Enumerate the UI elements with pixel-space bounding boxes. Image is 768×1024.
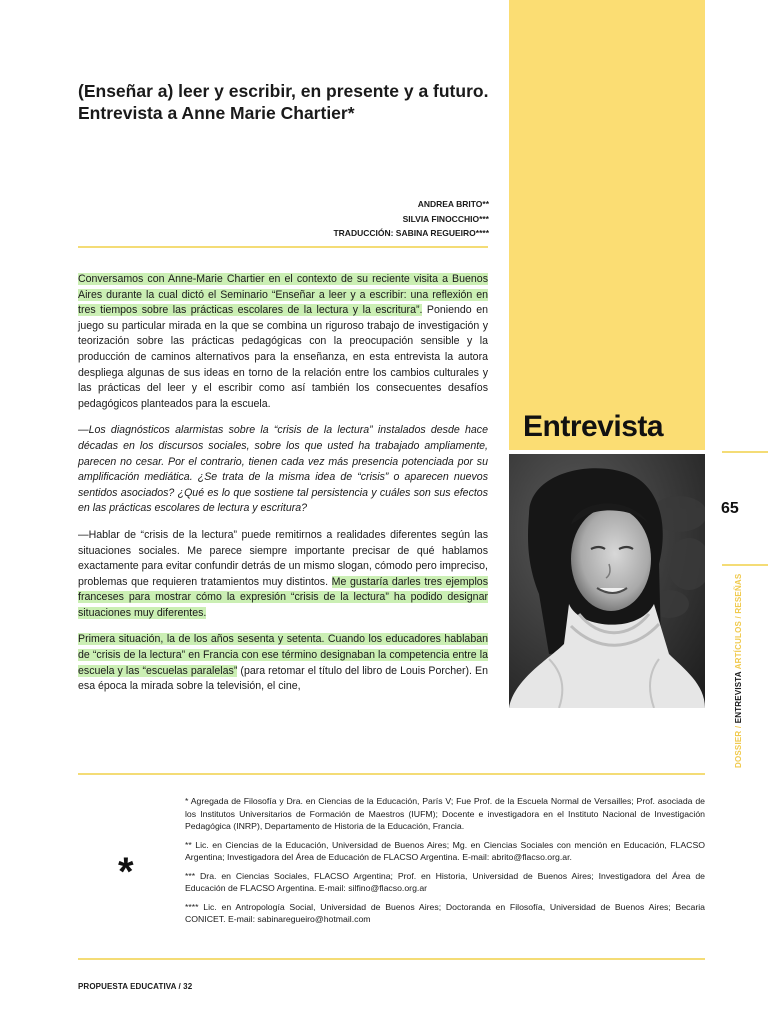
interviewee-photo — [509, 454, 705, 708]
text-segment: Poniendo en juego su particular mirada en la que se combina un riguroso trabajo de investigación y teorización sobre las prácticas pedagógicas con la preocupación sensible y la producción de caminos alternativos para la enseñanza, en esta entrevista la autora despliega algunas de sus ideas en torno de la relación entre los cambios culturales y las prácticas del leer y el escribir como así también los consecuentes desafíos pedagógicos planteados para la escuela. — [78, 304, 488, 410]
divider-rule — [78, 773, 705, 775]
highlighted-text: Me gustaría darles tres ejemplos franceses para mostrar cómo la expresión “crisis de la lectura” ha podido designar situaciones muy diferentes. — [78, 575, 488, 619]
side-divider — [722, 564, 768, 566]
nav-dossier: DOSSIER / — [734, 725, 743, 768]
section-nav-vertical — [734, 568, 743, 768]
footnote: * Agregada de Filosofía y Dra. en Ciencias de la Educación, París V; Fue Prof. de la Escuela Normal de Versailles; Prof. asociada de los Institutos Universitarios de Formación de Maestros (IUFM); Docente e investigadora en el Instituto Nacional de Investigación Pedagógica (INRP), Departamento de Historia de la Educación, Francia. — [185, 796, 705, 831]
footnotes — [185, 795, 705, 932]
divider-rule — [78, 246, 488, 248]
highlighted-text: Conversamos con Anne-Marie Chartier en el contexto de su reciente visita a Buenos Aires durante la cual dictó el Seminario “Enseñar a leer y a escribir: una reflexión en tres tiempos sobre las prácticas escolares de la lectura y la escritura”. — [78, 273, 488, 317]
article-title: (Enseñar a) leer y escribir, en presente y a futuro. Entrevista a Anne Marie Chartier* — [78, 81, 489, 123]
side-divider — [722, 451, 768, 453]
article-body — [78, 272, 488, 706]
text-segment: —Hablar de “crisis de la lectura” puede remitirnos a realidades diferentes según las situaciones sociales. Me parece siempre importante precisar de qué hablamos exactamente para evitar confundir detrás de un mismo slogan, cómodo pero impreciso, problemas que requieren tratamientos muy distintos. — [78, 528, 488, 588]
nav-articulos-resenas: ARTÍCULOS / RESEÑAS — [734, 573, 743, 670]
footnote: ** Lic. en Ciencias de la Educación, Universidad de Buenos Aires; Mg. en Ciencias Sociales con mención en Educación, FLACSO Argentina; Investigadora del Área de Educación de FLACSO Argentina. E-mail: abrito@flacso.org.ar. — [185, 839, 705, 862]
footnote: **** Lic. en Antropología Social, Universidad de Buenos Aires; Doctoranda en Filosofía, Universidad de Buenos Aires; Becaria CONICET. E-mail: sabinaregueiro@hotmail.com — [185, 901, 705, 924]
yellow-column-block — [509, 0, 705, 450]
text-segment: (para retomar el título del libro de Louis Porcher). En esa época la mirada sobre la televisión, el cine, — [78, 664, 488, 693]
divider-rule — [78, 958, 705, 960]
author-line: SILVIA FINOCCHIO*** — [402, 213, 489, 224]
body-paragraph — [78, 632, 488, 694]
journal-footer: PROPUESTA EDUCATIVA / 32 — [78, 982, 193, 991]
page-number: 65 — [721, 500, 739, 517]
author-list — [333, 197, 489, 241]
body-paragraph — [78, 272, 488, 412]
section-label: Entrevista — [523, 410, 664, 443]
footnote: *** Dra. en Ciencias Sociales, FLACSO Argentina; Prof. en Historia, Universidad de Buenos Aires; Investigadora del Área de Educación de FLACSO Argentina. E-mail: silfino@flacso.org.ar — [185, 870, 705, 893]
body-paragraph — [78, 528, 488, 622]
interview-question — [78, 423, 488, 517]
footnote-asterisk-icon: * — [118, 850, 134, 894]
highlighted-text: Primera situación, la de los años sesenta y setenta. Cuando los educadores hablaban de “crisis de la lectura” en Francia con ese término designaban la competencia entre la escuela y las “escuelas paralelas” — [78, 633, 488, 677]
text-segment: —Los diagnósticos alarmistas sobre la “crisis de la lectura” instalados desde hace décadas en los discursos sociales, sobre los que usted ha trabajado ampliamente, parecen no cesar. Por el contrario, tienen cada vez más presencia potenciada por su amplificación mediática. ¿Se trata de la misma idea de “crisis” o aparecen nuevos sentidos asociados? ¿Qué es lo que sostiene tal persistencia y cuáles son sus efectos en las prácticas escolares de lectura y escritura? — [78, 424, 488, 515]
author-line: TRADUCCIÓN: SABINA REGUEIRO**** — [333, 228, 489, 238]
author-line: ANDREA BRITO** — [417, 199, 489, 209]
portrait-photo-icon — [509, 454, 705, 708]
nav-entrevista: ENTREVISTA — [734, 671, 743, 724]
